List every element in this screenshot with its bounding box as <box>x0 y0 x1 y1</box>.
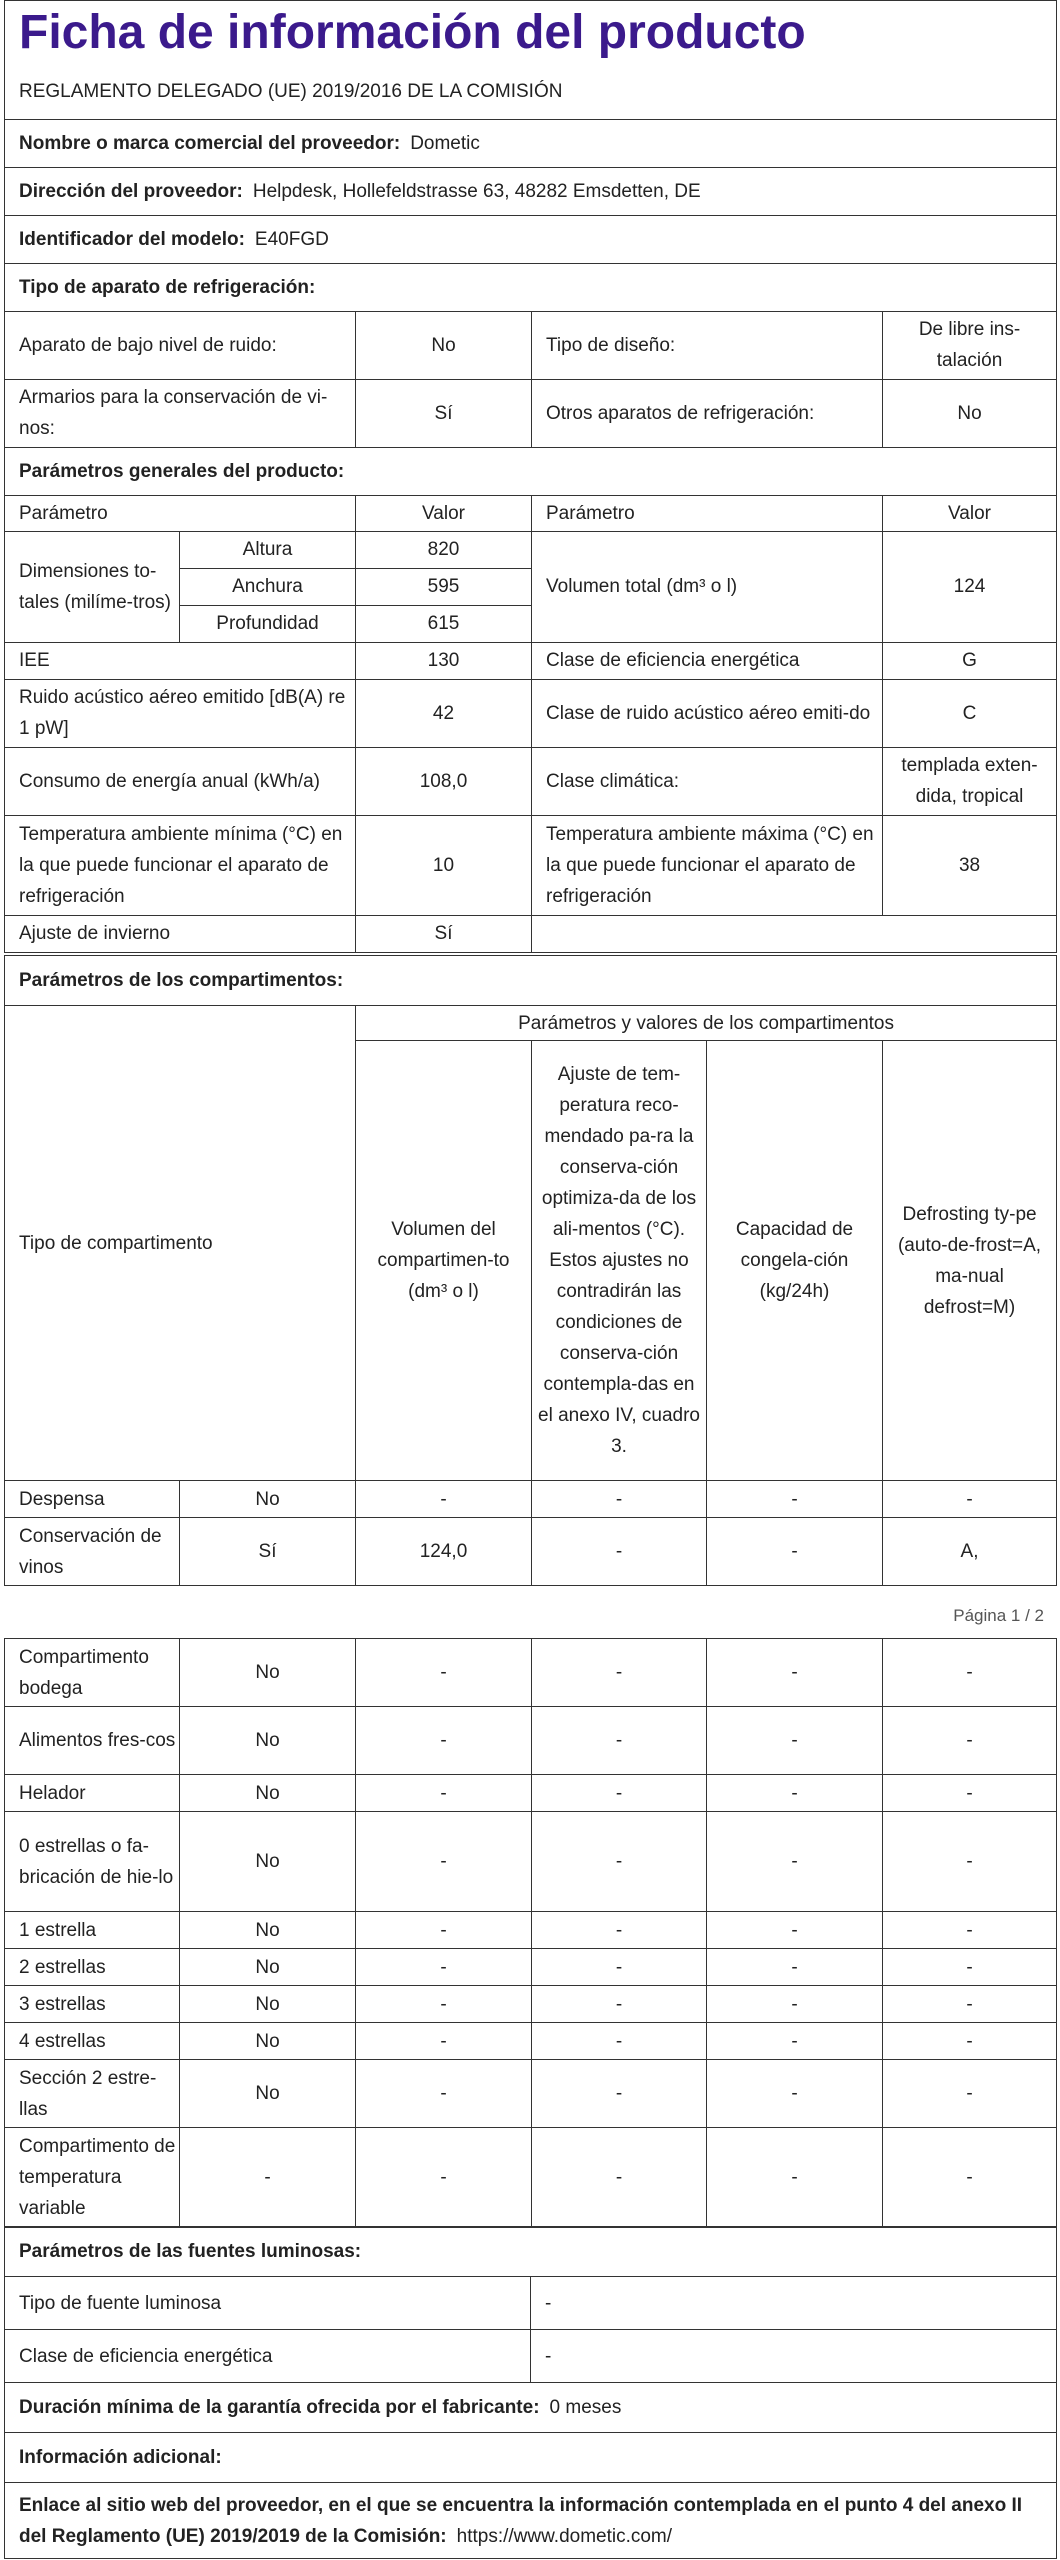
supplier-website-row <box>5 2483 1057 2559</box>
compartment-defrost: - <box>883 1775 1057 1812</box>
compartment-volume: - <box>356 1639 532 1707</box>
compartment-present: - <box>180 2128 356 2228</box>
min-temp-value: 10 <box>356 815 532 915</box>
warranty-value: 0 meses <box>549 2397 622 2418</box>
temp-setting-header: Ajuste de tem-peratura reco-mendado pa-ra la conserva-ción optimiza-da de los ali-mentos (°C). Estos ajustes no contradirán las condiciones de conserva-ción contempla-das en el anexo IV, cuadro 3. <box>532 1041 707 1481</box>
freezing-capacity-header: Capacidad de congela-ción (kg/24h) <box>707 1041 883 1481</box>
compartment-defrost: - <box>883 1481 1057 1518</box>
energy-class-value: G <box>883 642 1057 679</box>
compartment-name: 3 estrellas <box>5 1986 180 2023</box>
table-row <box>5 1949 1057 1986</box>
appliance-type-heading: Tipo de aparato de refrigeración: <box>5 263 1057 311</box>
other-appliances-label: Otros aparatos de refrigeración: <box>532 379 883 447</box>
compartment-volume: - <box>356 1949 532 1986</box>
noise-class-value: C <box>883 679 1057 747</box>
compartment-temp: - <box>532 2128 707 2228</box>
compartment-defrost: - <box>883 2060 1057 2128</box>
height-label: Altura <box>180 531 356 568</box>
iee-label: IEE <box>5 642 356 679</box>
height-value: 820 <box>356 531 532 568</box>
energy-consumption-value: 108,0 <box>356 747 532 815</box>
compartment-temp: - <box>532 2060 707 2128</box>
compartment-temp: - <box>532 1639 707 1707</box>
compartment-name: Alimentos fres-cos <box>5 1707 180 1775</box>
other-appliances-value: No <box>883 379 1057 447</box>
supplier-address-row <box>5 167 1057 215</box>
light-source-type-label: Tipo de fuente luminosa <box>5 2277 531 2330</box>
depth-label: Profundidad <box>180 605 356 642</box>
supplier-name-row <box>5 119 1057 167</box>
light-source-type-value: - <box>531 2277 1057 2330</box>
compartment-temp: - <box>532 1812 707 1912</box>
compartment-temp: - <box>532 1912 707 1949</box>
table-row <box>5 2060 1057 2128</box>
page-number: Página 1 / 2 <box>953 1606 1044 1625</box>
compartment-present: No <box>180 1986 356 2023</box>
compartment-volume: - <box>356 2023 532 2060</box>
compartment-temp: - <box>532 1707 707 1775</box>
compartment-volume: - <box>356 1775 532 1812</box>
compartment-freeze: - <box>707 2023 883 2060</box>
compartment-freeze: - <box>707 1949 883 1986</box>
table-row <box>5 2023 1057 2060</box>
supplier-address-label: Dirección del proveedor: <box>19 180 243 202</box>
compartments-table-page1 <box>4 955 1057 1586</box>
page-title: Ficha de información del producto <box>5 1 1057 64</box>
light-energy-class-label: Clase de eficiencia energética <box>5 2330 531 2383</box>
supplier-website-link[interactable]: https://www.dometic.com/ <box>456 2525 673 2547</box>
compartment-volume: - <box>356 1707 532 1775</box>
compartment-freeze: - <box>707 1518 883 1586</box>
compartment-freeze: - <box>707 1912 883 1949</box>
compartment-freeze: - <box>707 1707 883 1775</box>
compartment-name: 4 estrellas <box>5 2023 180 2060</box>
compartment-temp: - <box>532 1949 707 1986</box>
compartment-defrost: - <box>883 1812 1057 1912</box>
low-noise-value: No <box>356 311 532 379</box>
compartment-defrost: - <box>883 1986 1057 2023</box>
compartment-name: Compartimento de temperatura variable <box>5 2128 180 2228</box>
lighting-heading: Parámetros de las fuentes luminosas: <box>5 2227 1057 2277</box>
noise-label: Ruido acústico aéreo emitido [dB(A) re 1 pW] <box>5 679 356 747</box>
width-value: 595 <box>356 568 532 605</box>
compartment-type-header: Tipo de compartimento <box>5 1006 356 1481</box>
compartment-defrost: A, <box>883 1518 1057 1586</box>
model-id-row <box>5 215 1057 263</box>
defrost-type-header: Defrosting ty-pe (auto-de-frost=A, ma-nual defrost=M) <box>883 1041 1057 1481</box>
compartment-present: Sí <box>180 1518 356 1586</box>
volume-header: Volumen del compartimen-to (dm³ o l) <box>356 1041 532 1481</box>
model-id-label: Identificador del modelo: <box>19 228 245 250</box>
compartment-defrost: - <box>883 1639 1057 1707</box>
col-value-header-2: Valor <box>883 495 1057 531</box>
col-value-header: Valor <box>356 495 532 531</box>
table-row <box>5 1986 1057 2023</box>
compartment-defrost: - <box>883 1912 1057 1949</box>
compartment-temp: - <box>532 1518 707 1586</box>
total-volume-value: 124 <box>883 531 1057 642</box>
max-temp-value: 38 <box>883 815 1057 915</box>
product-info-table-page1 <box>4 0 1057 953</box>
compartment-volume: - <box>356 1812 532 1912</box>
compartment-name: 2 estrellas <box>5 1949 180 1986</box>
compartment-name: Conservación de vinos <box>5 1518 180 1586</box>
compartment-freeze: - <box>707 2128 883 2228</box>
dimensions-label: Dimensiones to-tales (milíme-tros) <box>5 531 180 642</box>
table-row <box>5 1639 1057 1707</box>
compartment-volume: - <box>356 1912 532 1949</box>
compartment-defrost: - <box>883 1707 1057 1775</box>
design-type-value: De libre ins-talación <box>883 311 1057 379</box>
empty-cell <box>532 915 1057 952</box>
additional-info-heading: Información adicional: <box>5 2433 1057 2483</box>
supplier-name-label: Nombre o marca comercial del proveedor: <box>19 132 401 154</box>
compartment-present: No <box>180 1707 356 1775</box>
supplier-website-label: Enlace al sitio web del proveedor, en el que se encuentra la información contemplada en el punto 4 del anexo II del Reglamento (UE) 2019/2019 de la Comisión: <box>19 2494 1023 2547</box>
compartment-volume: - <box>356 1481 532 1518</box>
compartment-freeze: - <box>707 1775 883 1812</box>
total-volume-label: Volumen total (dm³ o l) <box>532 531 883 642</box>
compartment-temp: - <box>532 2023 707 2060</box>
table-row <box>5 1481 1057 1518</box>
noise-value: 42 <box>356 679 532 747</box>
compartment-name: Despensa <box>5 1481 180 1518</box>
compartment-freeze: - <box>707 1986 883 2023</box>
winter-setting-value: Sí <box>356 915 532 952</box>
general-params-heading: Parámetros generales del producto: <box>5 447 1057 495</box>
supplier-name-value: Dometic <box>410 132 480 154</box>
table-row <box>5 1812 1057 1912</box>
min-temp-label: Temperatura ambiente mínima (°C) en la que puede funcionar el aparato de refrigeración <box>5 815 356 915</box>
compartment-defrost: - <box>883 2128 1057 2228</box>
compartment-defrost: - <box>883 2023 1057 2060</box>
climate-class-label: Clase climática: <box>532 747 883 815</box>
compartment-present: No <box>180 1775 356 1812</box>
table-row <box>5 1912 1057 1949</box>
table-row <box>5 2128 1057 2228</box>
winter-setting-label: Ajuste de invierno <box>5 915 356 952</box>
warranty-label: Duración mínima de la garantía ofrecida por el fabricante: <box>19 2397 540 2418</box>
compartment-name: Compartimento bodega <box>5 1639 180 1707</box>
compartment-temp: - <box>532 1481 707 1518</box>
table-row <box>5 1775 1057 1812</box>
compartment-freeze: - <box>707 1639 883 1707</box>
wine-cabinet-label: Armarios para la conservación de vi-nos: <box>5 379 356 447</box>
col-param-header: Parámetro <box>5 495 356 531</box>
compartment-volume: - <box>356 2128 532 2228</box>
compartment-name: Helador <box>5 1775 180 1812</box>
depth-value: 615 <box>356 605 532 642</box>
warranty-row <box>5 2383 1057 2433</box>
compartment-present: No <box>180 1481 356 1518</box>
compartment-freeze: - <box>707 1812 883 1912</box>
compartments-table-page2 <box>4 1638 1057 2228</box>
compartment-volume: - <box>356 2060 532 2128</box>
compartment-present: No <box>180 1639 356 1707</box>
compartment-volume: - <box>356 1986 532 2023</box>
col-param-header-2: Parámetro <box>532 495 883 531</box>
iee-value: 130 <box>356 642 532 679</box>
compartment-params-group-header: Parámetros y valores de los compartimentos <box>356 1006 1057 1041</box>
wine-cabinet-value: Sí <box>356 379 532 447</box>
compartment-present: No <box>180 1912 356 1949</box>
compartment-present: No <box>180 1812 356 1912</box>
energy-consumption-label: Consumo de energía anual (kWh/a) <box>5 747 356 815</box>
noise-class-label: Clase de ruido acústico aéreo emiti-do <box>532 679 883 747</box>
compartment-volume: 124,0 <box>356 1518 532 1586</box>
compartment-present: No <box>180 2023 356 2060</box>
table-row <box>5 1518 1057 1586</box>
compartment-name: 0 estrellas o fa-bricación de hie-lo <box>5 1812 180 1912</box>
compartments-heading: Parámetros de los compartimentos: <box>5 956 1057 1006</box>
compartment-freeze: - <box>707 1481 883 1518</box>
compartment-temp: - <box>532 1986 707 2023</box>
compartment-defrost: - <box>883 1949 1057 1986</box>
compartment-freeze: - <box>707 2060 883 2128</box>
lighting-warranty-table <box>4 2226 1057 2559</box>
light-energy-class-value: - <box>531 2330 1057 2383</box>
compartment-present: No <box>180 1949 356 1986</box>
low-noise-label: Aparato de bajo nivel de ruido: <box>5 311 356 379</box>
compartment-name: Sección 2 estre-llas <box>5 2060 180 2128</box>
compartment-name: 1 estrella <box>5 1912 180 1949</box>
max-temp-label: Temperatura ambiente máxima (°C) en la que puede funcionar el aparato de refrigeración <box>532 815 883 915</box>
energy-class-label: Clase de eficiencia energética <box>532 642 883 679</box>
design-type-label: Tipo de diseño: <box>532 311 883 379</box>
regulation-subtitle: REGLAMENTO DELEGADO (UE) 2019/2016 DE LA COMISIÓN <box>5 63 1057 119</box>
climate-class-value: templada exten-dida, tropical <box>883 747 1057 815</box>
table-row <box>5 1707 1057 1775</box>
compartment-present: No <box>180 2060 356 2128</box>
compartment-temp: - <box>532 1775 707 1812</box>
supplier-address-value: Helpdesk, Hollefeldstrasse 63, 48282 Emsdetten, DE <box>252 180 701 202</box>
model-id-value: E40FGD <box>254 228 329 250</box>
width-label: Anchura <box>180 568 356 605</box>
